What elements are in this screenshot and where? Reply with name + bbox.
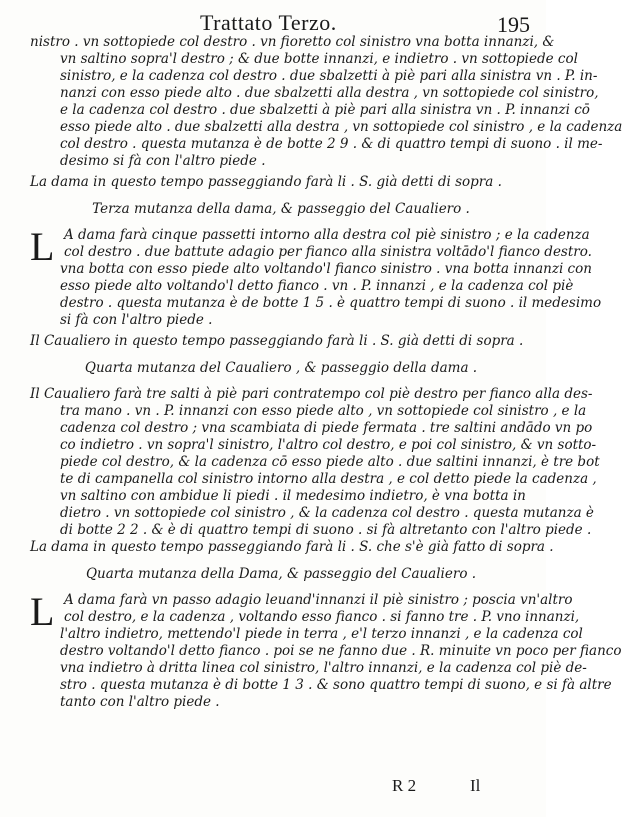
- text-line: di botte 2 2 . & è di quattro tempi di suono . si fà altretanto con l'altro piede .: [60, 522, 592, 538]
- page-footer: [0, 776, 546, 800]
- text-line: col destro . questa mutanza è de botte 2 9 . & di quattro tempi di suono . il me-: [60, 136, 603, 152]
- text-line: cadenza col destro ; vna scambiata di piede fermata . tre saltini andādo vn po: [60, 420, 593, 436]
- text-line: si fà con l'altro piede .: [60, 312, 213, 328]
- text-line: La dama in questo tempo passeggiando farà li . S. che s'è già fatto di sopra .: [30, 539, 554, 555]
- text-line: La dama in questo tempo passeggiando farà li . S. già detti di sopra .: [30, 174, 502, 190]
- text-line: piede col destro, & la cadenza cō esso piede alto . due saltini innanzi, è tre bot: [60, 454, 600, 470]
- text-line: e la cadenza col destro . due sbalzetti à piè pari alla sinistra vn . P. innanzi cō: [60, 102, 590, 118]
- text-line: vna indietro à dritta linea col sinistro, l'altro innanzi, e la cadenza col piè de-: [60, 660, 587, 676]
- section-heading: [30, 566, 532, 584]
- heading-text: Terza mutanza della dama, & passeggio del Caualiero .: [92, 201, 470, 217]
- text-line: tra mano . vn . P. innanzi con esso piede alto , vn sottopiede col sinistro , e la: [60, 403, 587, 419]
- drop-cap: L: [30, 224, 55, 269]
- drop-cap: L: [30, 589, 55, 634]
- text-line: vn saltino con ambidue li piedi . il medesimo indietro, è vna botta in: [60, 488, 526, 504]
- text-line: esso piede alto voltando'l detto fianco . vn . P. innanzi , e la cadenza col piè: [60, 278, 574, 294]
- text-line: col destro, e la cadenza , voltando esso fianco . si fanno tre . P. vno innanzi,: [64, 609, 580, 625]
- paragraph-quarta-mutanza-caualiero: [30, 386, 600, 539]
- page-header: [0, 4, 546, 38]
- text-line: te di campanella col sinistro intorno alla destra , e col detto piede la cadenza ,: [60, 471, 597, 487]
- text-line: esso piede alto . due sbalzetti alla destra , vn sottopiede col sinistro , e la cadenza: [60, 119, 622, 135]
- paragraph-continuation: [30, 34, 622, 170]
- text-line: Il Caualiero in questo tempo passeggiando farà li . S. già detti di sopra .: [30, 333, 524, 349]
- text-line: nanzi con esso piede alto . due sbalzetti alla destra , vn sottopiede col sinistro,: [60, 85, 599, 101]
- text-line: l'altro indietro, mettendo'l piede in terra , e'l terzo innanzi , e la cadenza col: [60, 626, 583, 642]
- heading-text: Quarta mutanza della Dama, & passeggio del Caualiero .: [85, 566, 477, 582]
- paragraph-quarta-mutanza-dama: [30, 589, 622, 711]
- text-line: tanto con l'altro piede .: [60, 694, 220, 710]
- text-line: destro voltando'l detto fianco . poi se ne fanno due . R. minuite vn poco per fianco: [60, 643, 622, 659]
- text-line: col destro . due battute adagio per fianco alla sinistra voltādo'l fianco destro.: [64, 244, 592, 260]
- text-line: dietro . vn sottopiede col sinistro , & la cadenza col destro . questa mutanza è: [60, 505, 594, 521]
- paragraph-dama-passeggio-2: [30, 539, 554, 556]
- paragraph-terza-mutanza: [30, 224, 602, 329]
- section-heading: [30, 360, 532, 378]
- paragraph-caualiero-passeggio: [30, 333, 532, 350]
- text-line: vn saltino sopra'l destro ; & due botte innanzi, e indietro . vn sottopiede col: [60, 51, 578, 67]
- text-line: Il Caualiero farà tre salti à piè pari contratempo col piè destro per fianco alla des-: [30, 386, 593, 402]
- running-title: Trattato Terzo.: [200, 10, 337, 35]
- text-line: co indietro . vn sopra'l sinistro, l'altro col destro, e poi col sinistro, & vn sotto-: [60, 437, 597, 453]
- page-body: [30, 34, 622, 711]
- catchword: Il: [470, 776, 481, 795]
- page-number: 195: [497, 12, 530, 37]
- heading-text: Quarta mutanza del Caualiero , & passeggio della dama .: [84, 360, 478, 376]
- text-line: A dama farà cinque passetti intorno alla destra col piè sinistro ; e la cadenza: [64, 227, 590, 243]
- text-line: sinistro, e la cadenza col destro . due sbalzetti à piè pari alla sinistra vn . P. in-: [60, 68, 598, 84]
- text-line: A dama farà vn passo adagio leuand'innanzi il piè sinistro ; poscia vn'altro: [64, 592, 573, 608]
- text-line: desimo si fà con l'altro piede .: [60, 153, 266, 169]
- section-heading: [30, 201, 532, 219]
- text-line: nistro . vn sottopiede col destro . vn fioretto col sinistro vna botta innanzi, &: [30, 34, 555, 50]
- text-line: vna botta con esso piede alto voltando'l fianco sinistro . vna botta innanzi con: [60, 261, 592, 277]
- signature-mark: R 2: [392, 776, 417, 795]
- text-line: stro . questa mutanza è di botte 1 3 . & sono quattro tempi di suono, e si fà altre: [60, 677, 612, 693]
- paragraph-dama-passeggio: [30, 174, 532, 191]
- text-line: destro . questa mutanza è de botte 1 5 . è quattro tempi di suono . il medesimo: [60, 295, 602, 311]
